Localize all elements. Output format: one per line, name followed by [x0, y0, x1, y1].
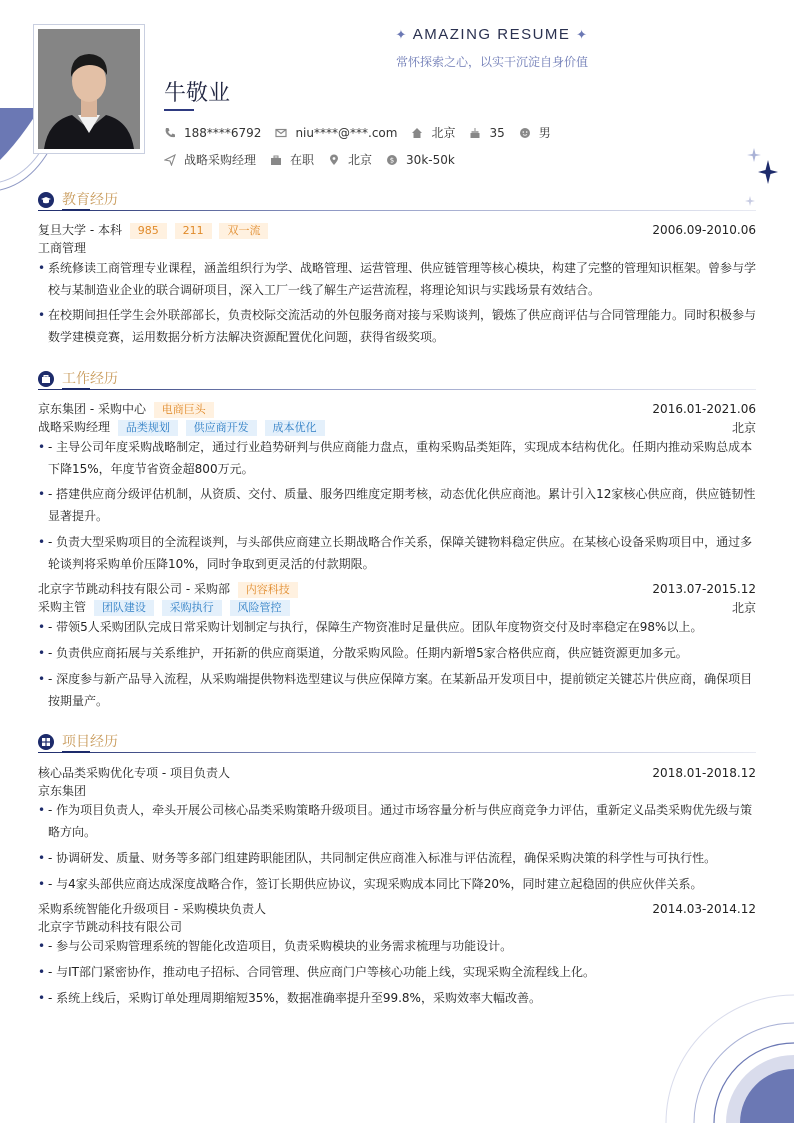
- salary-icon: [386, 154, 398, 166]
- company-name: 北京字节跳动科技有限公司 - 采购部: [38, 582, 230, 596]
- education-bullet: • 在校期间担任学生会外联部部长，负责校际交流活动的外包服务商对接与采购谈判，锻炼了供应商评估与合同管理能力。同时积极参与数学建模竞赛，运用数据分析方法解决资源配置优化问题，获得省级奖项。: [38, 304, 756, 348]
- company-name: 京东集团 - 采购中心: [38, 402, 146, 416]
- section-accent: [62, 751, 90, 753]
- job-bullet: • - 负责大型采购项目的全流程谈判，与头部供应商建立长期战略合作关系，保障关键物料稳定供应。在某核心设备采购项目中，通过多轮谈判将采购单价压降10%，同时争取到更灵活的付款期限。: [38, 531, 756, 575]
- project-name: 核心品类采购优化专项 - 项目负责人: [38, 766, 230, 780]
- briefcase-icon: [38, 371, 54, 387]
- sparkle-icon: ✦: [395, 27, 408, 42]
- skill-tag: 采购执行: [162, 600, 222, 616]
- phone-value: 188****6792: [184, 125, 262, 140]
- job-city: 北京: [731, 420, 756, 435]
- profile-photo: [38, 29, 140, 149]
- project-date: 2018.01-2018.12: [652, 765, 756, 780]
- job-date: 2013.07-2015.12: [652, 582, 756, 596]
- skill-tag: 品类规划: [118, 420, 178, 436]
- section-title: 项目经历: [62, 734, 118, 750]
- school-tag: 双一流: [219, 223, 268, 239]
- job-city: 北京: [731, 600, 756, 615]
- gender-icon: [519, 127, 531, 139]
- section-title: 工作经历: [62, 371, 118, 387]
- cake-icon: [469, 127, 481, 139]
- gender-value: 男: [538, 126, 551, 140]
- job-company-row: [38, 400, 756, 418]
- briefcase-icon: [270, 154, 282, 166]
- work-section-header: [38, 368, 756, 390]
- graduation-cap-icon: [38, 192, 54, 208]
- job-role-row: [38, 418, 756, 436]
- home-icon: [411, 127, 423, 139]
- brand-title: [360, 26, 624, 43]
- job-bullet: • - 搭建供应商分级评估机制，从资质、交付、质量、服务四维度定期考核，动态优化供应商池。累计引入12家核心供应商，供应链韧性显著提升。: [38, 483, 756, 527]
- age-value: 35: [489, 125, 505, 140]
- position-value: 战略采购经理: [184, 153, 257, 167]
- project-date: 2014.03-2014.12: [652, 901, 756, 916]
- skill-tag: 团队建设: [94, 600, 154, 616]
- job-bullet: • - 主导公司年度采购战略制定，通过行业趋势研判与供应商能力盘点，重构采购品类矩阵，实现成本结构优化。任期内推动采购总成本下降15%，年度节省资金超800万元。: [38, 436, 756, 480]
- name-underline: [164, 109, 194, 111]
- svg-text:$: $: [389, 156, 395, 165]
- candidate-name: 牛敬业: [164, 81, 231, 106]
- education-bullet: • 系统修读工商管理专业课程，涵盖组织行为学、战略管理、运营管理、供应链管理等核心模块，构建了完整的管理知识框架。曾参与学校与某制造业企业的联合调研项目，深入工厂一线了解生产运营流程，将理论知识与实践场景有效结合。: [38, 257, 756, 301]
- job-bullet: • - 带领5人采购团队完成日常采购计划制定与执行，保障生产物资准时足量供应。团队年度物资交付及时率稳定在98%以上。: [38, 616, 756, 638]
- job-role-row: [38, 598, 756, 616]
- status-value: 在职: [290, 153, 315, 167]
- city-value: 北京: [431, 126, 456, 140]
- job-date: 2016.01-2021.06: [652, 402, 756, 416]
- project-section-header: [38, 731, 756, 753]
- job-bullet: • - 负责供应商拓展与关系维护，开拓新的供应商渠道，分散采购风险。任期内新增5家合格供应商，供应链资源更加多元。: [38, 642, 756, 664]
- salary-value: 30k-50k: [406, 152, 455, 167]
- skill-tag: 供应商开发: [186, 420, 257, 436]
- job-role: 战略采购经理: [38, 420, 111, 434]
- education-section-header: [38, 189, 756, 211]
- profile-photo-frame: [33, 24, 145, 154]
- mail-icon: [275, 127, 287, 139]
- project-org-row: [38, 782, 756, 799]
- section-accent: [62, 209, 90, 211]
- project-org-row: [38, 918, 756, 935]
- education-date: 2006.09-2010.06: [652, 223, 756, 237]
- job-intent-row: [164, 151, 469, 168]
- phone-icon: [164, 127, 176, 139]
- job-bullet: • - 深度参与新产品导入流程，从采购端提供物料选型建议与供应保障方案。在某新品开发项目中，提前锁定关键芯片供应商，确保项目按期量产。: [38, 668, 756, 712]
- project-bullet: • - 协调研发、质量、财务等多部门组建跨职能团队，共同制定供应商准入标准与评估流程，确保采购决策的科学性与可执行性。: [38, 847, 756, 869]
- location-value: 北京: [348, 153, 373, 167]
- project-name-row: [38, 900, 756, 917]
- brand-text: AMAZING RESUME: [412, 26, 571, 43]
- education-school-row: [38, 221, 756, 239]
- section-rule: [38, 752, 756, 753]
- project-bullet: • - 作为项目负责人，牵头开展公司核心品类采购策略升级项目。通过市场容量分析与供应商竞争力评估，重新定义品类采购优先级与策略方向。: [38, 799, 756, 843]
- section-rule: [38, 210, 756, 211]
- job-role: 采购主管: [38, 600, 87, 614]
- slogan: 常怀探索之心，以实干沉淀自身价值: [395, 55, 588, 69]
- job-company-row: [38, 580, 756, 598]
- project-org: 北京字节跳动科技有限公司: [38, 920, 183, 934]
- education-major-row: [38, 239, 756, 256]
- skill-tag: 成本优化: [265, 420, 325, 436]
- skill-tag: 风险管控: [230, 600, 290, 616]
- section-rule: [38, 389, 756, 390]
- project-bullet: • - 系统上线后，采购订单处理周期缩短35%，数据准确率提升至99.8%，采购效率大幅改善。: [38, 987, 756, 1009]
- send-icon: [164, 154, 176, 166]
- grid-icon: [38, 734, 54, 750]
- project-name-row: [38, 764, 756, 781]
- major: 工商管理: [38, 241, 87, 255]
- project-name: 采购系统智能化升级项目 - 采购模块负责人: [38, 902, 266, 916]
- corner-circles-decoration: [664, 990, 794, 1123]
- company-tag: 内容科技: [238, 582, 298, 598]
- school-tag: 985: [130, 223, 167, 239]
- contact-row: [164, 124, 565, 141]
- location-pin-icon: [328, 154, 340, 166]
- project-bullet: • - 参与公司采购管理系统的智能化改造项目，负责采购模块的业务需求梳理与功能设计。: [38, 935, 756, 957]
- school-name: 复旦大学 - 本科: [38, 223, 122, 237]
- project-bullet: • - 与IT部门紧密协作，推动电子招标、合同管理、供应商门户等核心功能上线，实现采购全流程线上化。: [38, 961, 756, 983]
- section-accent: [62, 388, 90, 390]
- section-title: 教育经历: [62, 192, 118, 208]
- sparkle-icon: ✦: [576, 27, 589, 42]
- project-bullet: • - 与4家头部供应商达成深度战略合作，签订长期供应协议，实现采购成本同比下降20%，同时建立起稳固的供应伙伴关系。: [38, 873, 756, 895]
- person-portrait: [38, 29, 140, 149]
- school-tag: 211: [175, 223, 212, 239]
- email-value: niu****@***.com: [295, 125, 398, 140]
- project-org: 京东集团: [38, 784, 87, 798]
- company-tag: 电商巨头: [154, 402, 214, 418]
